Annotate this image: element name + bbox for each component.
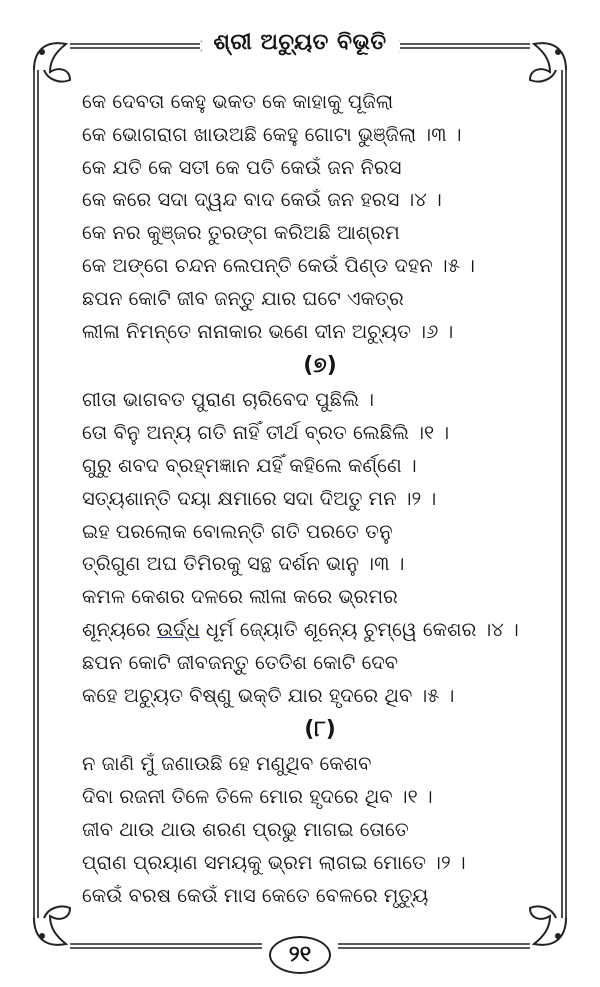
verse-line: ଜୀବ ଥାଉ ଥାଉ ଶରଣ ପ୍ରଭୁ ମାଗଇ ତୋତେ bbox=[82, 817, 409, 841]
page-header bbox=[0, 30, 600, 55]
verse-line: ପ୍ରାଣ ପ୍ରୟାଣ ସମୟକୁ ଭ୍ରମ ଲାଗଇ ମୋତେ ।୨ । bbox=[82, 850, 466, 874]
verse-line: କମଳ କେଶର ଦଳରେ ଲୀଳା କରେ ଭ୍ରମର bbox=[82, 585, 398, 609]
verse-line: ଛପନ କୋଟି ଜୀବଜନ୍ତୁ ତେତିଶ କୋଟି ଦେବ bbox=[82, 650, 399, 674]
verse-line: କେ କରେ ସଦା ଦ୍ୱନ୍ଦ ବାଦ କେଉଁ ଜନ ହରସ ।୪ । bbox=[82, 188, 442, 212]
verse-line: କେ ନର କୁଞ୍ଜର ତୁରଙ୍ଗ କରିଅଛି ଆଶ୍ରମ bbox=[82, 221, 400, 245]
verse-content bbox=[82, 86, 522, 912]
verse-line: ଲୀଳା ନିମନ୍ତେ ନାନାକାର ଭଣେ ଦୀନ ଅଚ୍ୟୁତ ।୬ । bbox=[82, 319, 454, 343]
section-heading-8: (୮) bbox=[304, 717, 336, 743]
page-number: ୨୧ bbox=[269, 936, 331, 974]
verse-line: ଗୁରୁ ଶବଦ ବ୍ରହ୍ମଜ୍ଞାନ ଯହିଁ କହିଲେ କର୍ଣ୍ଣେ । bbox=[82, 453, 417, 477]
line-suffix: ଧୂର୍ମ ଜ୍ୟୋତି ଶୂନ୍ୟେ ଚୁମ୍ୱେ କେଶର ।୪ । bbox=[199, 617, 519, 641]
verse-line: ଗୀତା ଭାଗବତ ପୁରାଣ ଚାରିବେଦ ପୁଛିଲି । bbox=[82, 388, 375, 412]
verse-line-underlined bbox=[82, 614, 522, 647]
verse-line: କେ ଭୋଗରାଗ ଖାଉଅଛି କେହୁ ଗୋଟା ଭୁଞ୍ଜିଲା ।୩ । bbox=[82, 122, 462, 146]
verse-line: ନ ଜାଣି ମୁଁ ଜଣାଉଛି ହେ ମଣୁଥିବ କେଶବ bbox=[82, 752, 372, 776]
verse-block-1 bbox=[82, 86, 522, 348]
verse-line: କହେ ଅଚ୍ୟୁତ ବିଷ୍ଣୁ ଭକ୍ତି ଯାର ହୃଦରେ ଥିବ ।୫ । bbox=[82, 683, 455, 707]
verse-line: କେ ଦେବତା କେହୁ ଭକତ କେ କାହାକୁ ପୂଜିଲା bbox=[82, 90, 394, 113]
verse-line: କେ ଅଙ୍ଗେ ଚନ୍ଦନ ଲେପନ୍ତି କେଉଁ ପିଣ୍ଡ ଦହନ ।୫ । bbox=[82, 253, 475, 277]
page-footer bbox=[0, 936, 600, 974]
verse-line: ସତ୍ୟଶାନ୍ତି ଦୟା କ୍ଷମାରେ ସଦା ଦିଅତୁ ମନ ।୨ । bbox=[82, 486, 437, 510]
verse-block-3 bbox=[82, 748, 522, 912]
verse-line: କେଉଁ ବରଷ କେଉଁ ମାସ କେତେ ବେଳରେ ମୃତ୍ୟୁ bbox=[82, 883, 429, 907]
verse-line: ତ୍ରିଗୁଣ ଅଘ ତିମିରକୁ ସନ୍ଥ ଦର୍ଶନ ଭାନୁ ।୩ । bbox=[82, 552, 405, 576]
verse-block-2 bbox=[82, 384, 522, 712]
underlined-word: ଉର୍ଦ୍ଧ bbox=[156, 617, 200, 641]
book-title: ଶ୍ରୀ ଅଚ୍ୟୁତ ବିଭୂତି bbox=[202, 30, 399, 55]
verse-line: ଦିବା ରଜନୀ ତିଳେ ତିଳେ ମୋର ହୃଦରେ ଥିବ ।୧ । bbox=[82, 785, 433, 809]
verse-line: ଇହ ପରଲୋକ ବୋଲନ୍ତି ଗତି ପରତେ ତନୁ bbox=[82, 519, 393, 543]
line-prefix: ଶୂନ୍ୟରେ bbox=[82, 617, 157, 641]
verse-line: ଛପନ କୋଟି ଜୀବ ଜନ୍ତୁ ଯାର ଘଟେ ଏକତ୍ର bbox=[82, 286, 404, 310]
section-heading-7: (୭) bbox=[303, 353, 337, 379]
verse-line: କେ ଯତି କେ ସତୀ କେ ପତି କେଉଁ ଜନ ନିରସ bbox=[82, 155, 402, 179]
verse-line: ତୋ ବିନୁ ଅନ୍ୟ ଗତି ନାହିଁ ତୀର୍ଥ ବ୍ରତ ଲେଛିଲି ।୧ । bbox=[82, 421, 450, 445]
